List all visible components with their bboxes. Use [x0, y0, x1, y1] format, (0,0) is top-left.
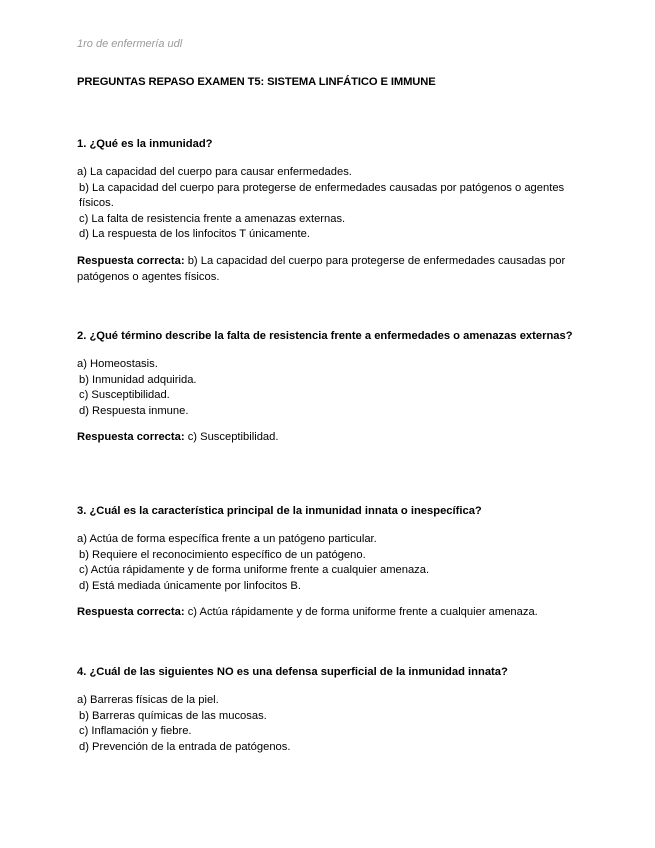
option-c: c) Susceptibilidad. [79, 389, 170, 402]
page-header: 1ro de enfermería udl [77, 38, 183, 50]
options-list [77, 165, 577, 243]
question-title: 3. ¿Cuál es la característica principal de la inmunidad innata o inespecífica? [77, 505, 482, 517]
option-c: c) Inflamación y fiebre. [79, 725, 192, 738]
option-a: a) La capacidad del cuerpo para causar enfermedades. [77, 166, 352, 178]
options-list [77, 357, 577, 419]
document-title: PREGUNTAS REPASO EXAMEN T5: SISTEMA LINFÁTICO E IMMUNE [77, 76, 436, 88]
correct-answer [77, 430, 577, 446]
question-1 [77, 136, 577, 285]
correct-answer [77, 254, 577, 285]
option-d: d) La respuesta de los linfocitos T únicamente. [79, 228, 310, 241]
option-c: c) Actúa rápidamente y de forma uniforme frente a cualquier amenaza. [79, 564, 430, 577]
correct-answer [77, 605, 577, 621]
question-3 [77, 503, 577, 621]
answer-label: Respuesta correcta: [77, 606, 185, 619]
answer-label: Respuesta correcta: [77, 431, 185, 444]
question-2 [77, 328, 577, 446]
option-b: b) Barreras químicas de las mucosas. [79, 709, 267, 722]
option-d: d) Respuesta inmune. [79, 404, 189, 417]
option-a: a) Homeostasis. [77, 358, 158, 370]
answer-text: c) Actúa rápidamente y de forma uniforme frente a cualquier amenaza. [187, 606, 538, 619]
option-d: d) Está mediada únicamente por linfocitos B. [79, 579, 302, 592]
answer-label: Respuesta correcta: [77, 254, 185, 267]
option-a: a) Actúa de forma específica frente a un patógeno particular. [77, 533, 377, 545]
answer-text: b) La capacidad del cuerpo para protegerse de enfermedades causadas por patógenos o agentes físicos. [77, 254, 566, 283]
option-d: d) Prevención de la entrada de patógenos. [79, 740, 291, 753]
question-title: 1. ¿Qué es la inmunidad? [77, 138, 213, 150]
option-b: b) Inmunidad adquirida. [79, 373, 197, 386]
option-c: c) La falta de resistencia frente a amenazas externas. [79, 212, 346, 225]
options-list [77, 693, 577, 755]
option-b: b) Requiere el reconocimiento específico de un patógeno. [79, 548, 366, 561]
option-a: a) Barreras físicas de la piel. [77, 694, 219, 706]
option-b: b) La capacidad del cuerpo para protegerse de enfermedades causadas por patógenos o agentes físicos. [79, 181, 565, 210]
answer-text: c) Susceptibilidad. [187, 431, 279, 444]
question-title: 2. ¿Qué término describe la falta de resistencia frente a enfermedades o amenazas externas? [77, 330, 573, 342]
question-4 [77, 664, 577, 755]
question-title: 4. ¿Cuál de las siguientes NO es una defensa superficial de la inmunidad innata? [77, 666, 508, 678]
options-list [77, 532, 577, 594]
